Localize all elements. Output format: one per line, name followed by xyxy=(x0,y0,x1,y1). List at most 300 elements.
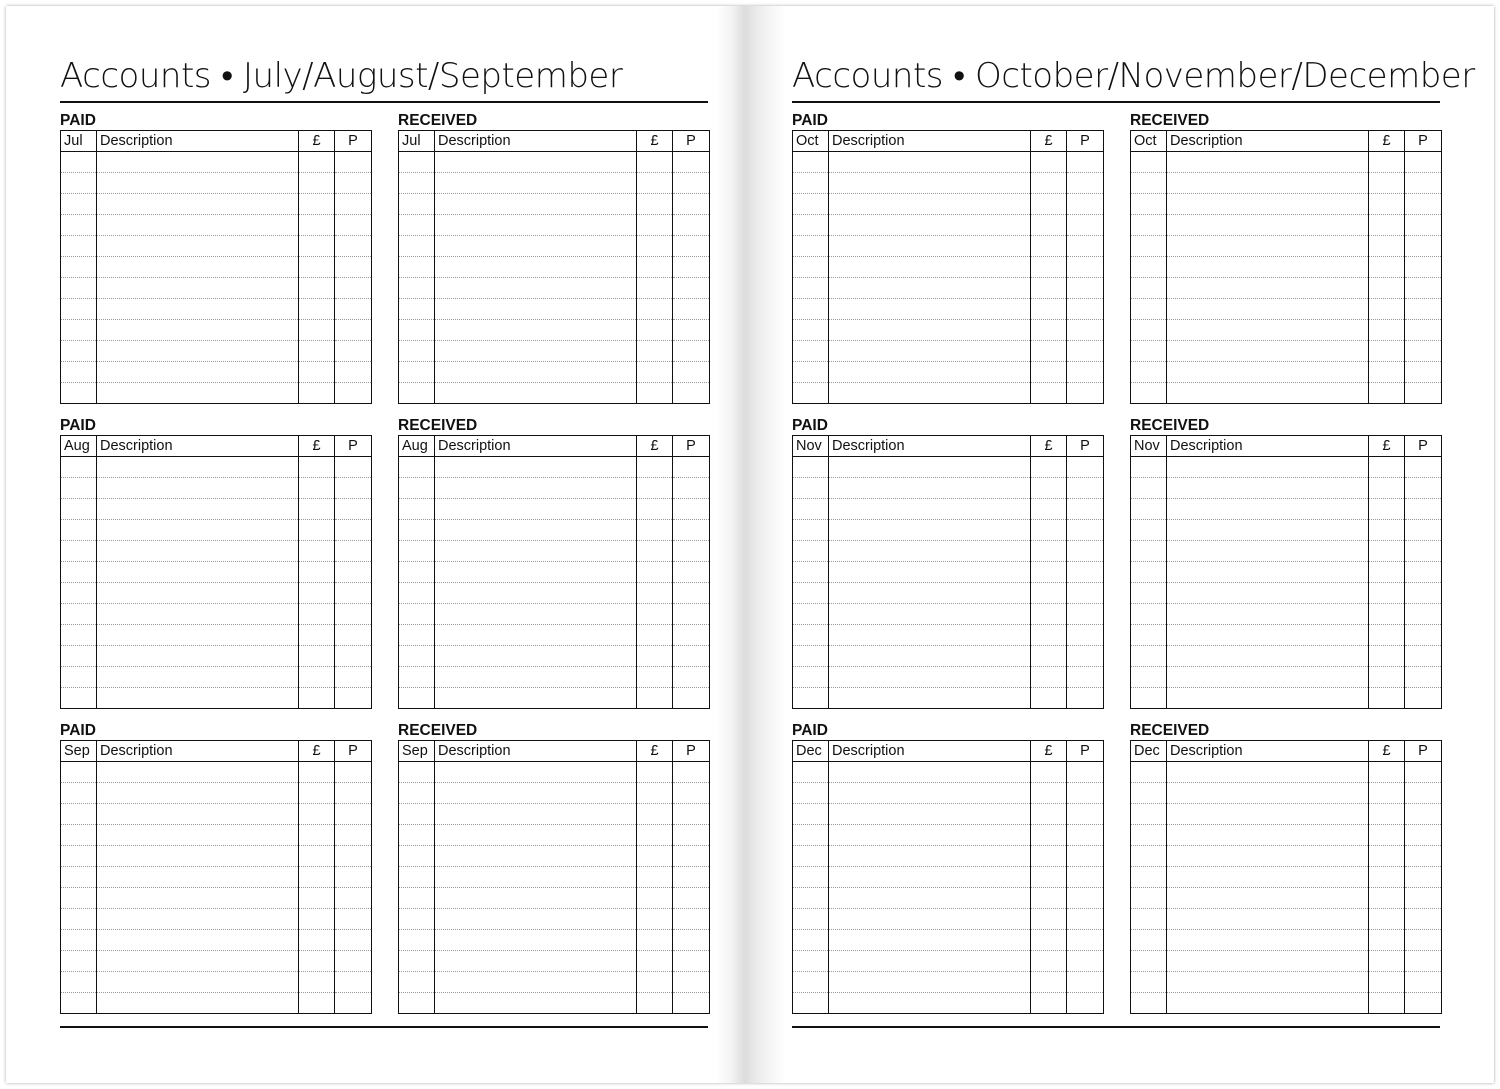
date-cell[interactable] xyxy=(793,362,829,383)
description-cell[interactable] xyxy=(829,152,1031,173)
pounds-cell[interactable] xyxy=(299,604,335,625)
date-cell[interactable] xyxy=(61,299,97,320)
date-cell[interactable] xyxy=(1131,478,1167,499)
description-cell[interactable] xyxy=(829,825,1031,846)
date-cell[interactable] xyxy=(793,152,829,173)
pence-cell[interactable] xyxy=(673,667,710,688)
pounds-cell[interactable] xyxy=(299,278,335,299)
description-cell[interactable] xyxy=(1167,604,1369,625)
pounds-cell[interactable] xyxy=(299,804,335,825)
pence-cell[interactable] xyxy=(1405,299,1442,320)
date-cell[interactable] xyxy=(793,341,829,362)
pounds-cell[interactable] xyxy=(1369,278,1405,299)
pounds-cell[interactable] xyxy=(299,499,335,520)
pence-cell[interactable] xyxy=(335,320,372,341)
pence-cell[interactable] xyxy=(335,236,372,257)
pounds-cell[interactable] xyxy=(299,993,335,1014)
date-cell[interactable] xyxy=(61,152,97,173)
date-cell[interactable] xyxy=(399,930,435,951)
pence-cell[interactable] xyxy=(673,457,710,478)
description-cell[interactable] xyxy=(829,993,1031,1014)
pence-cell[interactable] xyxy=(1067,646,1104,667)
description-cell[interactable] xyxy=(435,215,637,236)
description-cell[interactable] xyxy=(829,930,1031,951)
description-cell[interactable] xyxy=(435,888,637,909)
date-cell[interactable] xyxy=(793,236,829,257)
description-cell[interactable] xyxy=(97,541,299,562)
date-cell[interactable] xyxy=(399,867,435,888)
description-cell[interactable] xyxy=(435,541,637,562)
date-cell[interactable] xyxy=(399,215,435,236)
pence-cell[interactable] xyxy=(1405,215,1442,236)
pence-cell[interactable] xyxy=(1067,762,1104,783)
pounds-cell[interactable] xyxy=(1369,646,1405,667)
date-cell[interactable] xyxy=(1131,299,1167,320)
date-cell[interactable] xyxy=(61,278,97,299)
date-cell[interactable] xyxy=(61,320,97,341)
date-cell[interactable] xyxy=(61,362,97,383)
date-cell[interactable] xyxy=(61,993,97,1014)
description-cell[interactable] xyxy=(1167,173,1369,194)
pence-cell[interactable] xyxy=(673,951,710,972)
pounds-cell[interactable] xyxy=(1369,846,1405,867)
date-cell[interactable] xyxy=(399,909,435,930)
date-cell[interactable] xyxy=(399,194,435,215)
pence-cell[interactable] xyxy=(1405,194,1442,215)
description-cell[interactable] xyxy=(829,173,1031,194)
pence-cell[interactable] xyxy=(673,520,710,541)
description-cell[interactable] xyxy=(829,320,1031,341)
description-cell[interactable] xyxy=(97,846,299,867)
pence-cell[interactable] xyxy=(1405,278,1442,299)
description-cell[interactable] xyxy=(97,499,299,520)
pence-cell[interactable] xyxy=(335,520,372,541)
pounds-cell[interactable] xyxy=(1369,499,1405,520)
date-cell[interactable] xyxy=(1131,383,1167,404)
description-cell[interactable] xyxy=(97,783,299,804)
description-cell[interactable] xyxy=(829,362,1031,383)
date-cell[interactable] xyxy=(1131,762,1167,783)
pounds-cell[interactable] xyxy=(1369,173,1405,194)
pence-cell[interactable] xyxy=(1067,362,1104,383)
date-cell[interactable] xyxy=(61,341,97,362)
pounds-cell[interactable] xyxy=(1369,383,1405,404)
description-cell[interactable] xyxy=(435,257,637,278)
date-cell[interactable] xyxy=(793,562,829,583)
description-cell[interactable] xyxy=(97,478,299,499)
date-cell[interactable] xyxy=(793,194,829,215)
description-cell[interactable] xyxy=(435,867,637,888)
date-cell[interactable] xyxy=(793,951,829,972)
pounds-cell[interactable] xyxy=(299,951,335,972)
description-cell[interactable] xyxy=(435,499,637,520)
date-cell[interactable] xyxy=(1131,604,1167,625)
description-cell[interactable] xyxy=(829,499,1031,520)
pence-cell[interactable] xyxy=(1067,320,1104,341)
pence-cell[interactable] xyxy=(673,236,710,257)
date-cell[interactable] xyxy=(399,625,435,646)
description-cell[interactable] xyxy=(1167,762,1369,783)
pounds-cell[interactable] xyxy=(299,383,335,404)
pence-cell[interactable] xyxy=(1067,499,1104,520)
description-cell[interactable] xyxy=(1167,520,1369,541)
pence-cell[interactable] xyxy=(335,457,372,478)
date-cell[interactable] xyxy=(1131,362,1167,383)
pence-cell[interactable] xyxy=(335,867,372,888)
pence-cell[interactable] xyxy=(1067,299,1104,320)
pence-cell[interactable] xyxy=(1067,846,1104,867)
pounds-cell[interactable] xyxy=(1369,909,1405,930)
description-cell[interactable] xyxy=(1167,362,1369,383)
date-cell[interactable] xyxy=(399,888,435,909)
pounds-cell[interactable] xyxy=(637,762,673,783)
date-cell[interactable] xyxy=(399,341,435,362)
description-cell[interactable] xyxy=(1167,646,1369,667)
pounds-cell[interactable] xyxy=(1031,867,1067,888)
date-cell[interactable] xyxy=(793,173,829,194)
pounds-cell[interactable] xyxy=(1369,867,1405,888)
pence-cell[interactable] xyxy=(673,688,710,709)
pence-cell[interactable] xyxy=(1067,383,1104,404)
pounds-cell[interactable] xyxy=(637,646,673,667)
pounds-cell[interactable] xyxy=(299,867,335,888)
date-cell[interactable] xyxy=(61,520,97,541)
description-cell[interactable] xyxy=(97,583,299,604)
date-cell[interactable] xyxy=(793,278,829,299)
description-cell[interactable] xyxy=(1167,930,1369,951)
pence-cell[interactable] xyxy=(673,173,710,194)
pounds-cell[interactable] xyxy=(1031,278,1067,299)
pounds-cell[interactable] xyxy=(637,972,673,993)
pounds-cell[interactable] xyxy=(1369,520,1405,541)
pounds-cell[interactable] xyxy=(299,299,335,320)
pounds-cell[interactable] xyxy=(299,320,335,341)
pounds-cell[interactable] xyxy=(637,846,673,867)
pence-cell[interactable] xyxy=(335,299,372,320)
date-cell[interactable] xyxy=(793,688,829,709)
date-cell[interactable] xyxy=(399,972,435,993)
date-cell[interactable] xyxy=(61,804,97,825)
pounds-cell[interactable] xyxy=(1031,173,1067,194)
description-cell[interactable] xyxy=(97,867,299,888)
date-cell[interactable] xyxy=(793,909,829,930)
pounds-cell[interactable] xyxy=(637,993,673,1014)
pence-cell[interactable] xyxy=(1405,541,1442,562)
pounds-cell[interactable] xyxy=(299,478,335,499)
pounds-cell[interactable] xyxy=(1031,804,1067,825)
pounds-cell[interactable] xyxy=(1031,457,1067,478)
date-cell[interactable] xyxy=(61,783,97,804)
pounds-cell[interactable] xyxy=(1031,762,1067,783)
pence-cell[interactable] xyxy=(335,604,372,625)
date-cell[interactable] xyxy=(399,583,435,604)
description-cell[interactable] xyxy=(435,583,637,604)
description-cell[interactable] xyxy=(97,457,299,478)
description-cell[interactable] xyxy=(435,278,637,299)
date-cell[interactable] xyxy=(399,457,435,478)
description-cell[interactable] xyxy=(97,688,299,709)
pence-cell[interactable] xyxy=(1067,930,1104,951)
pence-cell[interactable] xyxy=(1067,194,1104,215)
pounds-cell[interactable] xyxy=(1369,562,1405,583)
pence-cell[interactable] xyxy=(1067,541,1104,562)
pence-cell[interactable] xyxy=(335,625,372,646)
pence-cell[interactable] xyxy=(335,951,372,972)
pence-cell[interactable] xyxy=(335,688,372,709)
description-cell[interactable] xyxy=(97,951,299,972)
pence-cell[interactable] xyxy=(1405,825,1442,846)
description-cell[interactable] xyxy=(435,972,637,993)
pounds-cell[interactable] xyxy=(1031,520,1067,541)
pounds-cell[interactable] xyxy=(299,846,335,867)
description-cell[interactable] xyxy=(829,236,1031,257)
pence-cell[interactable] xyxy=(1405,457,1442,478)
pence-cell[interactable] xyxy=(1405,646,1442,667)
date-cell[interactable] xyxy=(61,867,97,888)
pounds-cell[interactable] xyxy=(637,604,673,625)
pence-cell[interactable] xyxy=(1405,667,1442,688)
date-cell[interactable] xyxy=(1131,951,1167,972)
pounds-cell[interactable] xyxy=(1369,320,1405,341)
description-cell[interactable] xyxy=(435,993,637,1014)
pounds-cell[interactable] xyxy=(1369,362,1405,383)
pounds-cell[interactable] xyxy=(1031,341,1067,362)
description-cell[interactable] xyxy=(97,993,299,1014)
pounds-cell[interactable] xyxy=(299,152,335,173)
date-cell[interactable] xyxy=(1131,215,1167,236)
pence-cell[interactable] xyxy=(1405,320,1442,341)
pounds-cell[interactable] xyxy=(299,888,335,909)
description-cell[interactable] xyxy=(97,604,299,625)
pounds-cell[interactable] xyxy=(637,383,673,404)
description-cell[interactable] xyxy=(829,951,1031,972)
pounds-cell[interactable] xyxy=(1031,888,1067,909)
description-cell[interactable] xyxy=(97,299,299,320)
date-cell[interactable] xyxy=(793,667,829,688)
description-cell[interactable] xyxy=(435,383,637,404)
date-cell[interactable] xyxy=(793,888,829,909)
date-cell[interactable] xyxy=(1131,541,1167,562)
date-cell[interactable] xyxy=(399,646,435,667)
pounds-cell[interactable] xyxy=(1369,478,1405,499)
pence-cell[interactable] xyxy=(335,825,372,846)
pounds-cell[interactable] xyxy=(1369,688,1405,709)
pence-cell[interactable] xyxy=(673,583,710,604)
date-cell[interactable] xyxy=(1131,457,1167,478)
description-cell[interactable] xyxy=(435,825,637,846)
description-cell[interactable] xyxy=(97,320,299,341)
pence-cell[interactable] xyxy=(673,825,710,846)
description-cell[interactable] xyxy=(435,930,637,951)
pence-cell[interactable] xyxy=(1405,520,1442,541)
pence-cell[interactable] xyxy=(1405,583,1442,604)
pence-cell[interactable] xyxy=(335,257,372,278)
date-cell[interactable] xyxy=(1131,930,1167,951)
pounds-cell[interactable] xyxy=(1031,846,1067,867)
pounds-cell[interactable] xyxy=(637,478,673,499)
description-cell[interactable] xyxy=(1167,478,1369,499)
date-cell[interactable] xyxy=(793,604,829,625)
pence-cell[interactable] xyxy=(1067,152,1104,173)
date-cell[interactable] xyxy=(399,541,435,562)
date-cell[interactable] xyxy=(399,783,435,804)
description-cell[interactable] xyxy=(435,173,637,194)
pence-cell[interactable] xyxy=(1067,278,1104,299)
description-cell[interactable] xyxy=(97,667,299,688)
description-cell[interactable] xyxy=(829,215,1031,236)
date-cell[interactable] xyxy=(1131,804,1167,825)
date-cell[interactable] xyxy=(793,825,829,846)
date-cell[interactable] xyxy=(1131,646,1167,667)
pounds-cell[interactable] xyxy=(637,320,673,341)
pence-cell[interactable] xyxy=(335,888,372,909)
pounds-cell[interactable] xyxy=(1369,783,1405,804)
description-cell[interactable] xyxy=(1167,688,1369,709)
date-cell[interactable] xyxy=(399,257,435,278)
pounds-cell[interactable] xyxy=(637,867,673,888)
date-cell[interactable] xyxy=(61,930,97,951)
pence-cell[interactable] xyxy=(335,341,372,362)
description-cell[interactable] xyxy=(435,762,637,783)
description-cell[interactable] xyxy=(1167,783,1369,804)
date-cell[interactable] xyxy=(61,888,97,909)
pounds-cell[interactable] xyxy=(1031,320,1067,341)
pence-cell[interactable] xyxy=(335,762,372,783)
description-cell[interactable] xyxy=(97,562,299,583)
pence-cell[interactable] xyxy=(673,888,710,909)
pounds-cell[interactable] xyxy=(1369,583,1405,604)
date-cell[interactable] xyxy=(1131,688,1167,709)
pence-cell[interactable] xyxy=(673,625,710,646)
pence-cell[interactable] xyxy=(335,152,372,173)
pounds-cell[interactable] xyxy=(1031,930,1067,951)
pounds-cell[interactable] xyxy=(1369,625,1405,646)
description-cell[interactable] xyxy=(435,846,637,867)
pounds-cell[interactable] xyxy=(637,278,673,299)
pence-cell[interactable] xyxy=(673,762,710,783)
date-cell[interactable] xyxy=(1131,583,1167,604)
pounds-cell[interactable] xyxy=(637,257,673,278)
pence-cell[interactable] xyxy=(1067,520,1104,541)
description-cell[interactable] xyxy=(829,541,1031,562)
pence-cell[interactable] xyxy=(673,867,710,888)
pence-cell[interactable] xyxy=(1405,930,1442,951)
pence-cell[interactable] xyxy=(673,783,710,804)
pounds-cell[interactable] xyxy=(637,499,673,520)
date-cell[interactable] xyxy=(399,362,435,383)
date-cell[interactable] xyxy=(61,499,97,520)
pence-cell[interactable] xyxy=(1405,478,1442,499)
pence-cell[interactable] xyxy=(673,215,710,236)
pounds-cell[interactable] xyxy=(1031,383,1067,404)
description-cell[interactable] xyxy=(1167,667,1369,688)
pence-cell[interactable] xyxy=(335,194,372,215)
pounds-cell[interactable] xyxy=(1031,972,1067,993)
date-cell[interactable] xyxy=(1131,499,1167,520)
description-cell[interactable] xyxy=(1167,152,1369,173)
date-cell[interactable] xyxy=(793,383,829,404)
pence-cell[interactable] xyxy=(673,541,710,562)
description-cell[interactable] xyxy=(829,625,1031,646)
description-cell[interactable] xyxy=(829,867,1031,888)
date-cell[interactable] xyxy=(793,257,829,278)
description-cell[interactable] xyxy=(97,215,299,236)
pounds-cell[interactable] xyxy=(637,173,673,194)
pounds-cell[interactable] xyxy=(1369,457,1405,478)
description-cell[interactable] xyxy=(435,320,637,341)
date-cell[interactable] xyxy=(399,299,435,320)
pence-cell[interactable] xyxy=(673,993,710,1014)
pounds-cell[interactable] xyxy=(1031,604,1067,625)
pence-cell[interactable] xyxy=(1405,362,1442,383)
pounds-cell[interactable] xyxy=(1031,825,1067,846)
description-cell[interactable] xyxy=(1167,562,1369,583)
date-cell[interactable] xyxy=(399,478,435,499)
date-cell[interactable] xyxy=(61,541,97,562)
date-cell[interactable] xyxy=(793,993,829,1014)
pence-cell[interactable] xyxy=(1405,499,1442,520)
pounds-cell[interactable] xyxy=(637,583,673,604)
pounds-cell[interactable] xyxy=(299,762,335,783)
date-cell[interactable] xyxy=(793,320,829,341)
pence-cell[interactable] xyxy=(335,972,372,993)
description-cell[interactable] xyxy=(1167,583,1369,604)
pounds-cell[interactable] xyxy=(1031,667,1067,688)
pence-cell[interactable] xyxy=(673,804,710,825)
pence-cell[interactable] xyxy=(673,562,710,583)
date-cell[interactable] xyxy=(793,846,829,867)
pounds-cell[interactable] xyxy=(637,236,673,257)
description-cell[interactable] xyxy=(435,667,637,688)
pence-cell[interactable] xyxy=(335,215,372,236)
date-cell[interactable] xyxy=(61,562,97,583)
pounds-cell[interactable] xyxy=(637,888,673,909)
pounds-cell[interactable] xyxy=(637,152,673,173)
date-cell[interactable] xyxy=(61,383,97,404)
pence-cell[interactable] xyxy=(1067,625,1104,646)
pounds-cell[interactable] xyxy=(637,825,673,846)
pence-cell[interactable] xyxy=(1405,383,1442,404)
description-cell[interactable] xyxy=(97,762,299,783)
pence-cell[interactable] xyxy=(1067,236,1104,257)
date-cell[interactable] xyxy=(399,562,435,583)
date-cell[interactable] xyxy=(399,278,435,299)
pence-cell[interactable] xyxy=(1067,972,1104,993)
description-cell[interactable] xyxy=(829,562,1031,583)
pence-cell[interactable] xyxy=(673,194,710,215)
description-cell[interactable] xyxy=(1167,625,1369,646)
description-cell[interactable] xyxy=(1167,909,1369,930)
pounds-cell[interactable] xyxy=(299,930,335,951)
pence-cell[interactable] xyxy=(335,930,372,951)
pence-cell[interactable] xyxy=(673,972,710,993)
pounds-cell[interactable] xyxy=(1369,604,1405,625)
pounds-cell[interactable] xyxy=(299,625,335,646)
pence-cell[interactable] xyxy=(1067,604,1104,625)
description-cell[interactable] xyxy=(435,236,637,257)
description-cell[interactable] xyxy=(435,625,637,646)
pence-cell[interactable] xyxy=(1405,152,1442,173)
pence-cell[interactable] xyxy=(673,909,710,930)
description-cell[interactable] xyxy=(1167,457,1369,478)
description-cell[interactable] xyxy=(829,194,1031,215)
pounds-cell[interactable] xyxy=(1369,257,1405,278)
date-cell[interactable] xyxy=(1131,888,1167,909)
pounds-cell[interactable] xyxy=(1031,499,1067,520)
pounds-cell[interactable] xyxy=(637,625,673,646)
date-cell[interactable] xyxy=(399,804,435,825)
date-cell[interactable] xyxy=(1131,194,1167,215)
